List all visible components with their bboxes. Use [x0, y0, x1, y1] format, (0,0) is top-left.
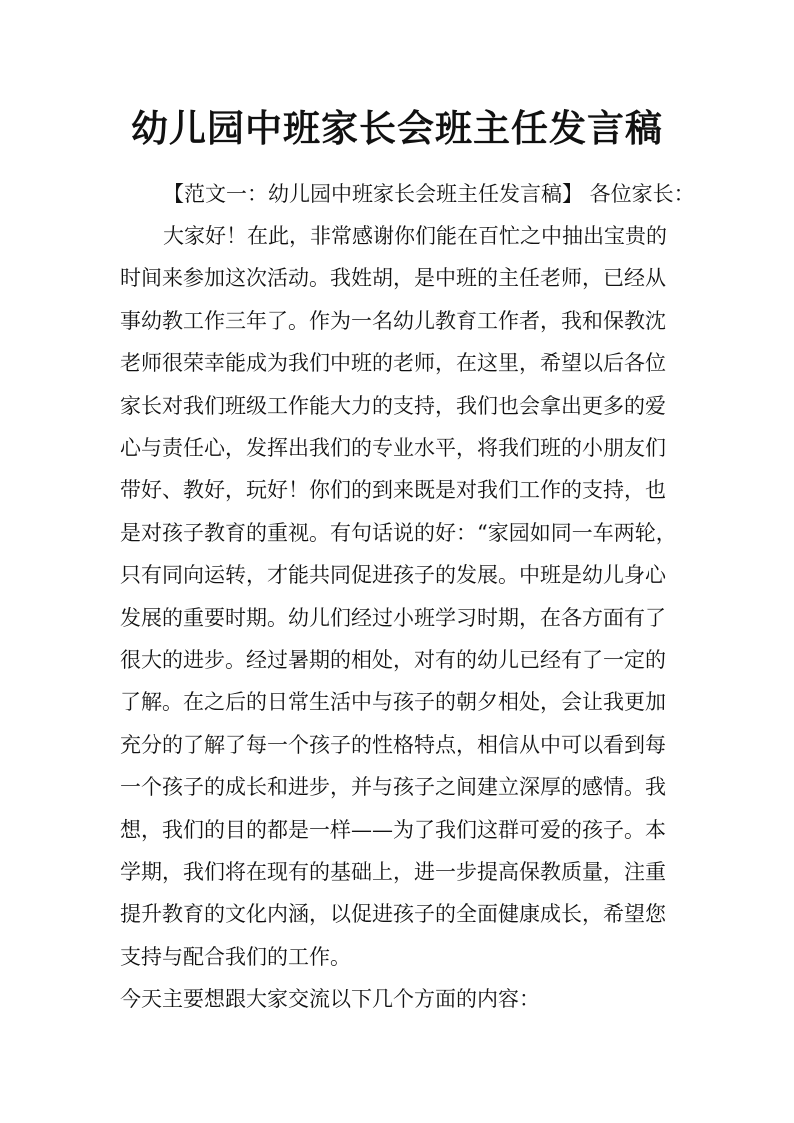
paragraph-line: 老师很荣幸能成为我们中班的老师，在这里，希望以后各位 — [120, 351, 666, 375]
paragraph-line: 提升教育的文化内涵，以促进孩子的全面健康成长，希望您 — [120, 902, 666, 926]
paragraph-line: 支持与配合我们的工作。 — [120, 945, 351, 969]
paragraph-line: 很大的进步。经过暑期的相处，对有的幼儿已经有了一定的 — [120, 648, 666, 672]
paragraph-line: 心与责任心，发挥出我们的专业水平，将我们班的小朋友们 — [120, 436, 666, 460]
document-subtitle: 【范文一：幼儿园中班家长会班主任发言稿】 各位家长： — [163, 182, 695, 206]
paragraph-line: 今天主要想跟大家交流以下几个方面的内容： — [120, 987, 540, 1011]
paragraph-line: 是对孩子教育的重视。有句话说的好：“家园如同一车两轮， — [120, 521, 677, 545]
paragraph-line: 时间来参加这次活动。我姓胡，是中班的主任老师，已经从 — [120, 266, 666, 290]
paragraph-line: 只有同向运转，才能共同促进孩子的发展。中班是幼儿身心 — [120, 563, 666, 587]
paragraph-line: 家长对我们班级工作能大力的支持，我们也会拿出更多的爱 — [120, 394, 666, 418]
paragraph-line: 事幼教工作三年了。作为一名幼儿教育工作者，我和保教沈 — [120, 309, 666, 333]
paragraph-line: 一个孩子的成长和进步，并与孩子之间建立深厚的感情。我 — [120, 775, 666, 799]
paragraph-line: 大家好！在此，非常感谢你们能在百忙之中抽出宝贵的 — [163, 224, 667, 248]
paragraph-line: 想，我们的目的都是一样——为了我们这群可爱的孩子。本 — [120, 818, 666, 842]
paragraph-line: 带好、教好，玩好！你们的到来既是对我们工作的支持，也 — [120, 478, 666, 502]
paragraph-line: 学期，我们将在现有的基础上，进一步提高保教质量，注重 — [120, 860, 666, 884]
document-title: 幼儿园中班家长会班主任发言稿 — [131, 106, 663, 150]
paragraph-line: 充分的了解了每一个孩子的性格特点，相信从中可以看到每 — [120, 733, 666, 757]
paragraph-line: 了解。在之后的日常生活中与孩子的朝夕相处，会让我更加 — [120, 690, 666, 714]
paragraph-line: 发展的重要时期。幼儿们经过小班学习时期，在各方面有了 — [120, 606, 666, 630]
